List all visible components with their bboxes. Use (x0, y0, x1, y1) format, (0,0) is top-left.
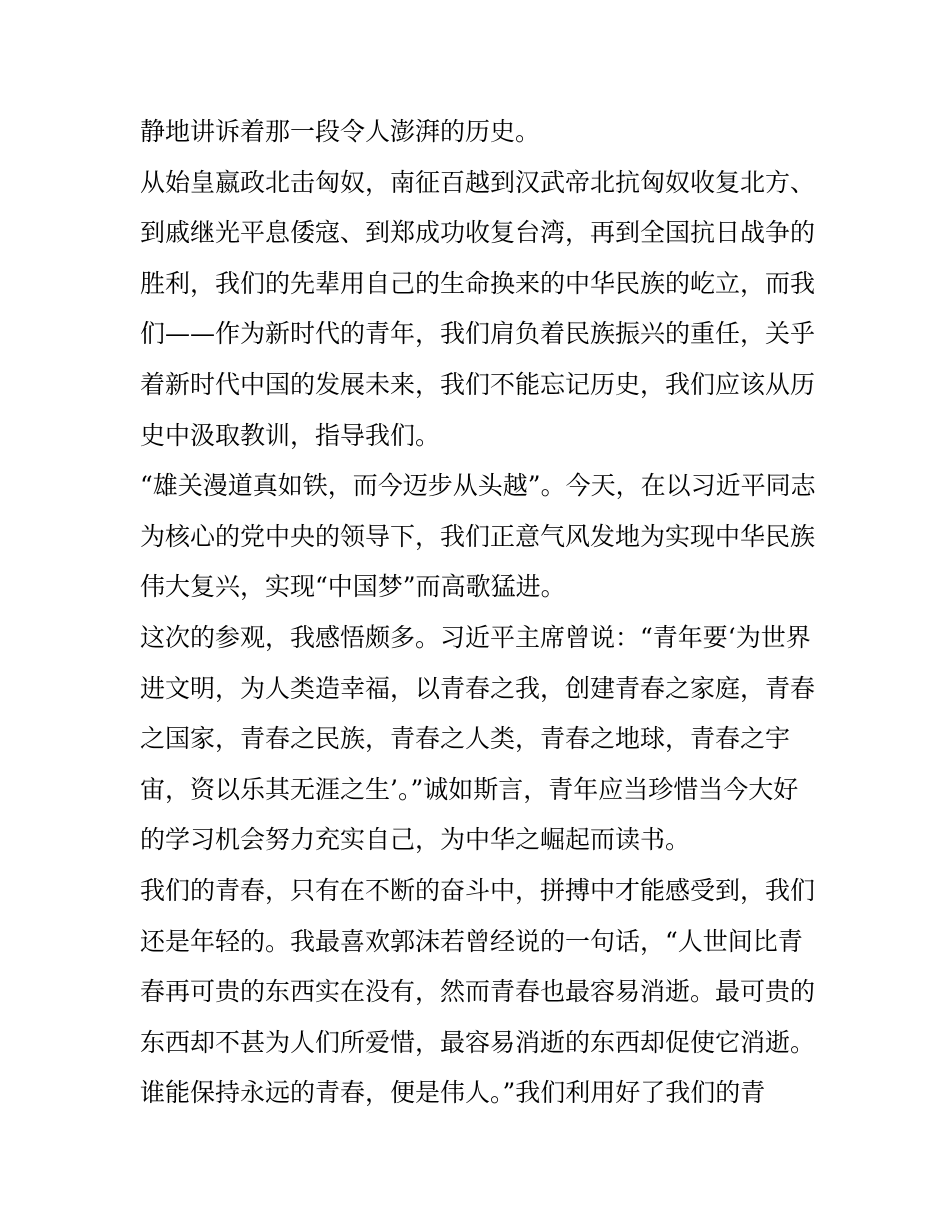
text-line-7: 史中汲取教训，指导我们。 (140, 420, 441, 450)
text-line-9: 为核心的党中央的领导下，我们正意气风发地为实现中华民族 (140, 521, 816, 551)
text-line-3: 到戚继光平息倭寇、到郑成功收复台湾，再到全国抗日战争的 (140, 218, 816, 248)
text-line-6: 着新时代中国的发展未来，我们不能忘记历史，我们应该从历 (140, 369, 816, 399)
text-line-20: 谁能保持永远的青春，便是伟人。”我们利用好了我们的青 (140, 1078, 766, 1108)
text-line-15: 的学习机会努力充实自己，为中华之崛起而读书。 (140, 825, 691, 855)
text-line-11: 这次的参观，我感悟颇多。习近平主席曾说：“青年要‘为世界 (140, 622, 811, 652)
text-line-8: “雄关漫道真如铁，而今迈步从头越”。今天，在以习近平同志 (140, 471, 816, 501)
text-line-2: 从始皇嬴政北击匈奴，南征百越到汉武帝北抗匈奴收复北方、 (140, 167, 816, 197)
text-line-10: 伟大复兴，实现“中国梦”而高歌猛进。 (140, 572, 566, 602)
text-line-1: 静地讲诉着那一段令人澎湃的历史。 (140, 117, 541, 146)
text-line-16: 我们的青春，只有在不断的奋斗中，拼搏中才能感受到，我们 (140, 875, 816, 905)
text-line-13: 之国家，青春之民族，青春之人类，青春之地球，青春之宇 (140, 724, 791, 754)
text-line-12: 进文明，为人类造幸福，以青春之我，创建青春之家庭，青春 (140, 673, 816, 703)
text-line-17: 还是年轻的。我最喜欢郭沫若曾经说的一句话，“人世间比青 (140, 926, 803, 956)
text-line-14: 宙，资以乐其无涯之生’。”诚如斯言，青年应当珍惜当今大好 (140, 774, 799, 804)
text-line-4: 胜利，我们的先辈用自己的生命换来的中华民族的屹立，而我 (140, 268, 816, 298)
text-line-19: 东西却不甚为人们所爱惜，最容易消逝的东西却促使它消逝。 (140, 1027, 816, 1057)
text-line-5: 们——作为新时代的青年，我们肩负着民族振兴的重任，关乎 (140, 319, 816, 349)
document-body (140, 107, 820, 1119)
text-line-18: 春再可贵的东西实在没有，然而青春也最容易消逝。最可贵的 (140, 977, 816, 1007)
